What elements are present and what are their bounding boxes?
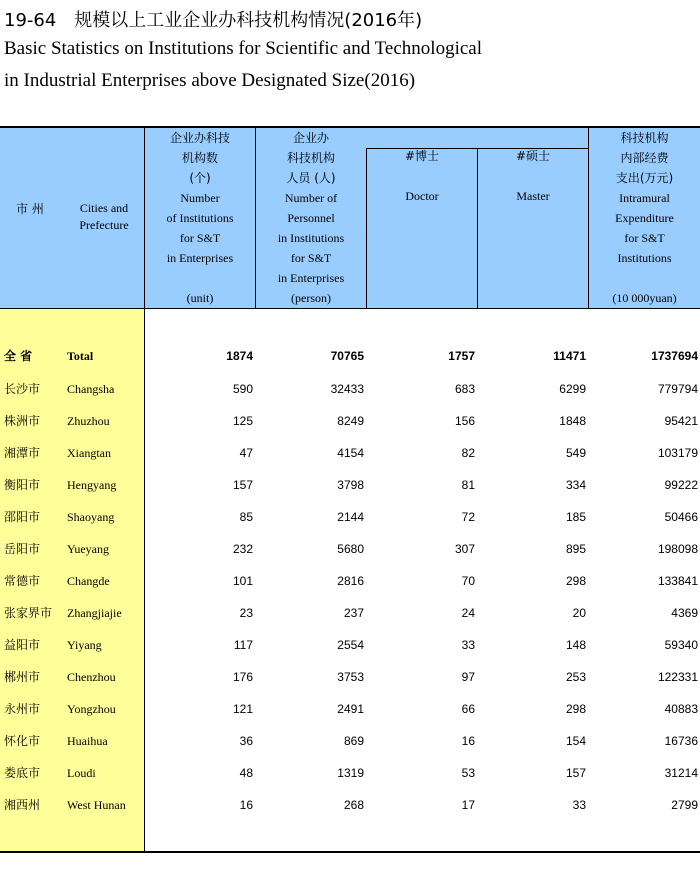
expenditure-value: 122331 [657, 670, 698, 684]
header-personnel [256, 128, 366, 308]
table-row [0, 565, 700, 597]
header-line: Expenditure [615, 211, 674, 225]
institutions-count: 232 [232, 542, 253, 556]
personnel-count: 3798 [337, 478, 364, 492]
master-count: 1848 [559, 414, 586, 428]
header-line: 科技机构 [620, 131, 669, 145]
header-line: Number [180, 191, 220, 205]
doctor-count: 683 [454, 382, 475, 396]
expenditure-value: 4369 [671, 606, 698, 620]
header-expenditure [589, 128, 700, 308]
personnel-count: 70765 [330, 349, 364, 363]
expenditure-value: 103179 [657, 446, 698, 460]
institutions-count: 121 [232, 702, 253, 716]
header-line: 企业办 [292, 131, 329, 145]
prefecture-name-en: Shaoyang [67, 510, 115, 524]
doctor-count: 70 [461, 574, 475, 588]
header-line: Master [516, 189, 550, 203]
institutions-count: 36 [239, 734, 253, 748]
page-title-cn: 19-64 规模以上工业企业办科技机构情况(2016年) [4, 10, 423, 31]
master-count: 11471 [553, 349, 586, 363]
master-count: 148 [565, 638, 586, 652]
header-line [589, 268, 700, 288]
city-name-cn: 张家界市 [4, 606, 53, 620]
doctor-count: 66 [461, 702, 475, 716]
table-row [0, 629, 700, 661]
expenditure-value: 40883 [664, 702, 698, 716]
personnel-count: 4154 [337, 446, 364, 460]
institutions-count: 47 [239, 446, 253, 460]
doctor-count: 81 [461, 478, 475, 492]
header-line: in Enterprises [166, 251, 234, 265]
table-row [0, 693, 700, 725]
statistics-table [0, 126, 700, 853]
doctor-count: 17 [461, 798, 475, 812]
city-name-cn: 全 省 [4, 349, 33, 363]
header-line: (person) [291, 291, 331, 305]
header-city-en: Cities and Prefecture [79, 201, 129, 232]
personnel-count: 3753 [337, 670, 364, 684]
header-doctor [367, 146, 477, 206]
expenditure-value: 133841 [657, 574, 698, 588]
prefecture-name-en: Zhuzhou [67, 414, 110, 428]
table-row [0, 405, 700, 437]
header-line: for S&T [624, 231, 665, 245]
header-line: Doctor [405, 189, 439, 203]
table-row [0, 661, 700, 693]
expenditure-value: 99222 [664, 478, 698, 492]
master-count: 157 [565, 766, 586, 780]
city-name-cn: 长沙市 [4, 382, 41, 396]
header-line: Institutions [617, 251, 672, 265]
master-count: 549 [565, 446, 586, 460]
expenditure-value: 59340 [664, 638, 698, 652]
table-row [0, 789, 700, 821]
header-line: Personnel [287, 211, 335, 225]
header-line: in Institutions [277, 231, 345, 245]
personnel-count: 32433 [330, 382, 364, 396]
personnel-count: 869 [343, 734, 364, 748]
expenditure-value: 2799 [671, 798, 698, 812]
prefecture-name-en: Chenzhou [67, 670, 116, 684]
city-name-cn: 娄底市 [4, 766, 41, 780]
doctor-count: 24 [461, 606, 475, 620]
table-row [0, 757, 700, 789]
expenditure-value: 779794 [657, 382, 698, 396]
institutions-count: 85 [239, 510, 253, 524]
prefecture-name-en: Changsha [67, 382, 115, 396]
header-line: (10 000yuan) [612, 291, 677, 305]
city-name-cn: 益阳市 [4, 638, 41, 652]
table-bottom-rule [0, 851, 700, 853]
expenditure-value: 198098 [657, 542, 698, 556]
table-row [0, 469, 700, 501]
doctor-count: 307 [454, 542, 475, 556]
institutions-count: 23 [239, 606, 253, 620]
expenditure-value: 1737694 [651, 349, 698, 363]
table-row-total [0, 340, 700, 372]
prefecture-name-en: Total [67, 349, 94, 363]
prefecture-name-en: Changde [67, 574, 110, 588]
city-name-cn: 永州市 [4, 702, 41, 716]
table-row [0, 437, 700, 469]
institutions-count: 48 [239, 766, 253, 780]
header-line: #博士 [404, 149, 440, 163]
header-line: for S&T [179, 231, 221, 245]
table-row [0, 725, 700, 757]
city-name-cn: 常德市 [4, 574, 41, 588]
table-row [0, 533, 700, 565]
institutions-count: 590 [232, 382, 253, 396]
master-count: 895 [565, 542, 586, 556]
master-count: 298 [565, 574, 586, 588]
personnel-count: 237 [343, 606, 364, 620]
prefecture-name-en: West Hunan [67, 798, 126, 812]
personnel-count: 268 [343, 798, 364, 812]
table-row [0, 373, 700, 405]
master-count: 298 [565, 702, 586, 716]
personnel-count: 2816 [337, 574, 364, 588]
city-name-cn: 怀化市 [4, 734, 41, 748]
master-count: 185 [565, 510, 586, 524]
header-city-cn: 市 州 [16, 202, 44, 216]
city-name-cn: 郴州市 [4, 670, 41, 684]
doctor-count: 33 [461, 638, 475, 652]
personnel-count: 5680 [337, 542, 364, 556]
master-count: 253 [565, 670, 586, 684]
doctor-count: 53 [461, 766, 475, 780]
master-count: 6299 [559, 382, 586, 396]
personnel-count: 2491 [337, 702, 364, 716]
header-line: (个) [189, 171, 211, 185]
header-line: 科技机构 [286, 151, 335, 165]
institutions-count: 101 [232, 574, 253, 588]
doctor-count: 1757 [448, 349, 475, 363]
city-name-cn: 衡阳市 [4, 478, 41, 492]
institutions-count: 176 [232, 670, 253, 684]
doctor-count: 82 [461, 446, 475, 460]
prefecture-name-en: Huaihua [67, 734, 108, 748]
city-name-cn: 湘西州 [4, 798, 41, 812]
prefecture-name-en: Hengyang [67, 478, 117, 492]
header-line [478, 166, 588, 186]
header-line: Number of [284, 191, 338, 205]
city-name-cn: 邵阳市 [4, 510, 41, 524]
master-count: 334 [565, 478, 586, 492]
expenditure-value: 31214 [664, 766, 698, 780]
expenditure-value: 16736 [664, 734, 698, 748]
header-line [145, 268, 255, 288]
prefecture-name-en: Yiyang [67, 638, 102, 652]
table-row [0, 597, 700, 629]
header-line: 支出(万元) [615, 171, 674, 185]
page-title-en-line1: Basic Statistics on Institutions for Scientific and Technological [4, 38, 482, 59]
header-line: in Enterprises [277, 271, 345, 285]
doctor-count: 156 [454, 414, 475, 428]
personnel-count: 1319 [337, 766, 364, 780]
header-line: 企业办科技 [169, 131, 230, 145]
header-line: 机构数 [181, 151, 218, 165]
expenditure-value: 50466 [664, 510, 698, 524]
master-count: 20 [572, 606, 586, 620]
city-name-cn: 株洲市 [4, 414, 41, 428]
header-master [478, 146, 588, 206]
institutions-count: 16 [239, 798, 253, 812]
header-line: 人员 (人) [286, 171, 336, 185]
prefecture-name-en: Loudi [67, 766, 96, 780]
header-line: 内部经费 [620, 151, 669, 165]
doctor-count: 72 [461, 510, 475, 524]
doctor-count: 16 [461, 734, 475, 748]
doctor-count: 97 [461, 670, 475, 684]
institutions-count: 157 [232, 478, 253, 492]
city-name-cn: 岳阳市 [4, 542, 41, 556]
header-line [367, 166, 477, 186]
prefecture-name-en: Zhangjiajie [67, 606, 122, 620]
prefecture-name-en: Yongzhou [67, 702, 116, 716]
personnel-count: 2144 [337, 510, 364, 524]
prefecture-name-en: Yueyang [67, 542, 109, 556]
master-count: 154 [565, 734, 586, 748]
institutions-count: 125 [232, 414, 253, 428]
header-line: of Institutions [166, 211, 234, 225]
institutions-count: 117 [233, 638, 253, 652]
page-title-en-line2: in Industrial Enterprises above Designated Size(2016) [4, 70, 416, 91]
header-institutions [145, 128, 255, 308]
table-row [0, 501, 700, 533]
header-line: for S&T [290, 251, 332, 265]
header-line: #硕士 [515, 149, 551, 163]
header-line: Intramural [619, 191, 670, 205]
expenditure-value: 95421 [664, 414, 698, 428]
prefecture-name-en: Xiangtan [67, 446, 111, 460]
institutions-count: 1874 [226, 349, 253, 363]
header-line: (unit) [186, 291, 214, 305]
city-name-cn: 湘潭市 [4, 446, 41, 460]
personnel-count: 2554 [337, 638, 364, 652]
master-count: 33 [572, 798, 586, 812]
personnel-count: 8249 [337, 414, 364, 428]
